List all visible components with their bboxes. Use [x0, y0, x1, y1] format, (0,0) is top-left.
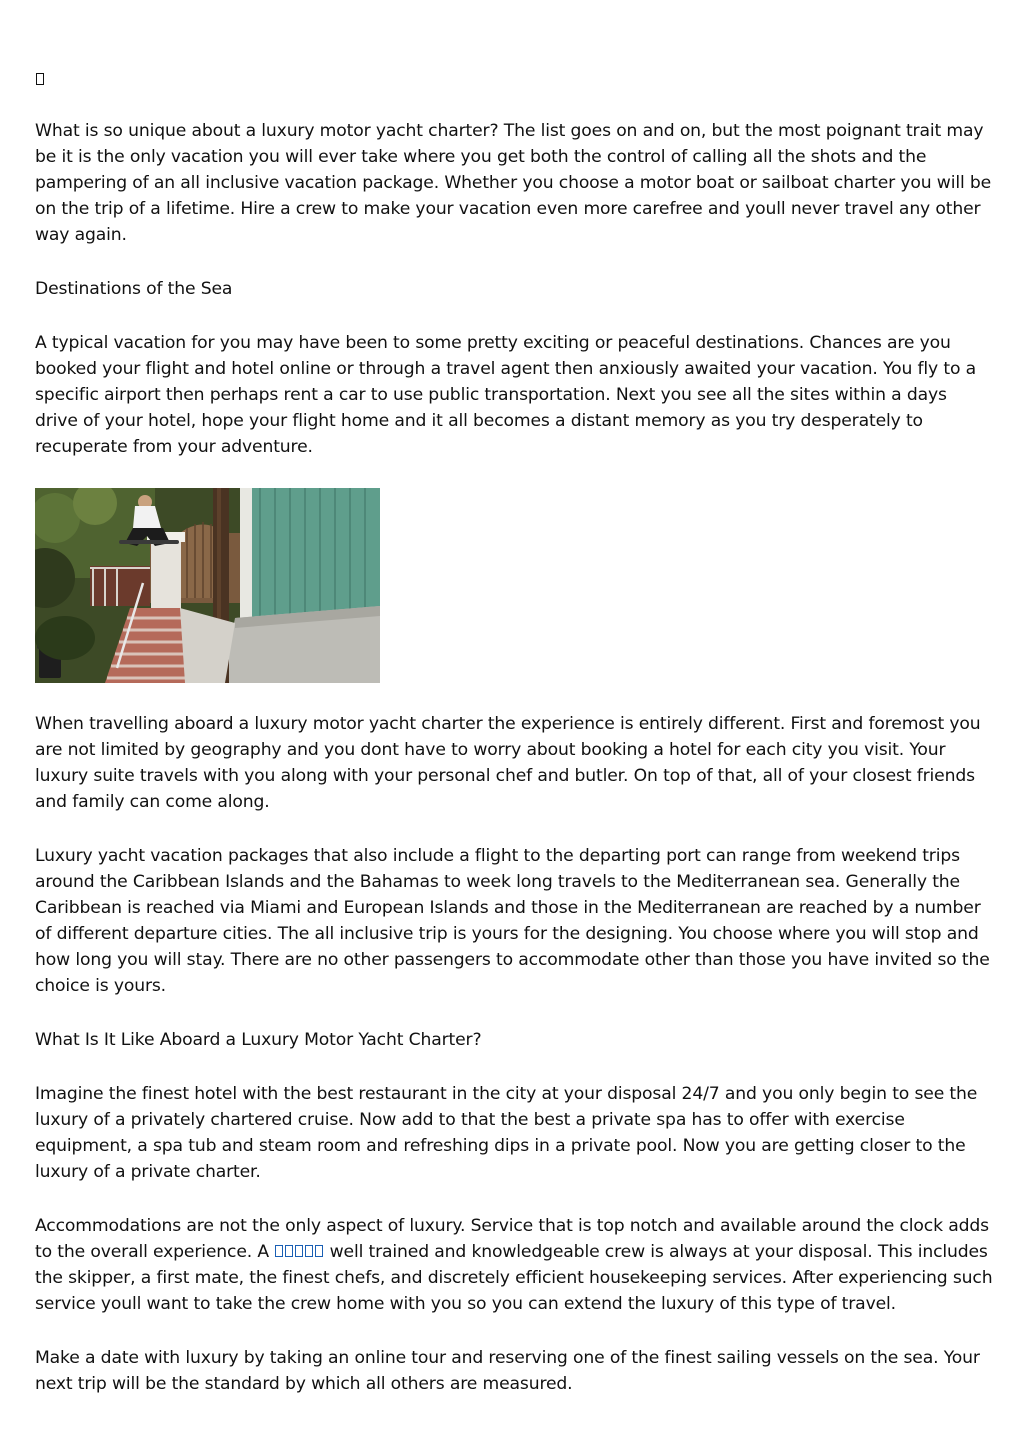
- link-glyph-icon: [315, 1245, 323, 1257]
- imagine-paragraph: Imagine the finest hotel with the best restaurant in the city at your disposal 24/7 and you only begin to see the luxury of a privately chartered cruise. Now add to that the best a private spa has to offer with exercise equipment, a spa tub and steam room and refreshing dips in a private pool. Now you are getting closer to the luxury of a private charter.: [35, 1084, 978, 1182]
- aboard-paragraph: When travelling aboard a luxury motor yacht charter the experience is entirely different. First and foremost you are not limited by geography and you dont have to worry about booking a hotel for each city you visit. Your luxury suite travels with you along with your personal chef and butler. On top of that, all of your closest friends and family can come along.: [35, 714, 981, 812]
- photo-illustration: [35, 488, 380, 683]
- link-glyph-icon: [305, 1245, 313, 1257]
- accommodations-paragraph: [35, 1213, 993, 1317]
- inline-link[interactable]: [274, 1242, 324, 1262]
- missing-glyph-icon: [35, 62, 993, 92]
- packages-paragraph: Luxury yacht vacation packages that also include a flight to the departing port can range from weekend trips around the Caribbean Islands and the Bahamas to week long travels to the Mediterranean sea. Generally the Caribbean is reached via Miami and European Islands and those in the Mediterranean are reached by a number of different departure cities. The all inclusive trip is yours for the designing. You choose where you will stop and how long you will stay. There are no other passengers to accommodate other than those you have invited so the choice is yours.: [35, 846, 990, 996]
- intro-paragraph: What is so unique about a luxury motor yacht charter? The list goes on and on, but the most poignant trait may be it is the only vacation you will ever take where you get both the control of calling all the shots and the pampering of an all inclusive vacation package. Whether you choose a motor boat or sailboat charter you will be on the trip of a lifetime. Hire a crew to make your vacation even more carefree and youll never travel any other way again.: [35, 121, 992, 245]
- glyph-box-icon: [36, 73, 44, 85]
- document-body: [35, 62, 993, 1425]
- closing-paragraph: Make a date with luxury by taking an online tour and reserving one of the finest sailing vessels on the sea. Your next trip will be the standard by which all others are measured.: [35, 1348, 980, 1394]
- skateboard-photo: [35, 488, 380, 683]
- section-heading-destinations: Destinations of the Sea: [35, 279, 233, 299]
- accommodations-text-before: Accommodations are not the only aspect of luxury. Service that is top notch and available around the clock adds to the overall experience. A: [35, 1216, 989, 1262]
- link-glyph-icon: [275, 1245, 283, 1257]
- accommodations-text-after: well trained and knowledgeable crew is always at your disposal. This includes the skipper, a first mate, the finest chefs, and discretely efficient housekeeping services. After experiencing such service youll want to take the crew home with you so you can extend the luxury of this type of travel.: [35, 1242, 993, 1314]
- link-glyph-icon: [285, 1245, 293, 1257]
- section-heading-what-is-it-like: What Is It Like Aboard a Luxury Motor Yacht Charter?: [35, 1030, 482, 1050]
- link-glyph-icon: [295, 1245, 303, 1257]
- typical-vacation-paragraph: A typical vacation for you may have been to some pretty exciting or peaceful destinations. Chances are you booked your flight and hotel online or through a travel agent then anxiously awaited your vacation. You fly to a specific airport then perhaps rent a car to use public transportation. Next you see all the sites within a days drive of your hotel, hope your flight home and it all becomes a distant memory as you try desperately to recuperate from your adventure.: [35, 333, 977, 457]
